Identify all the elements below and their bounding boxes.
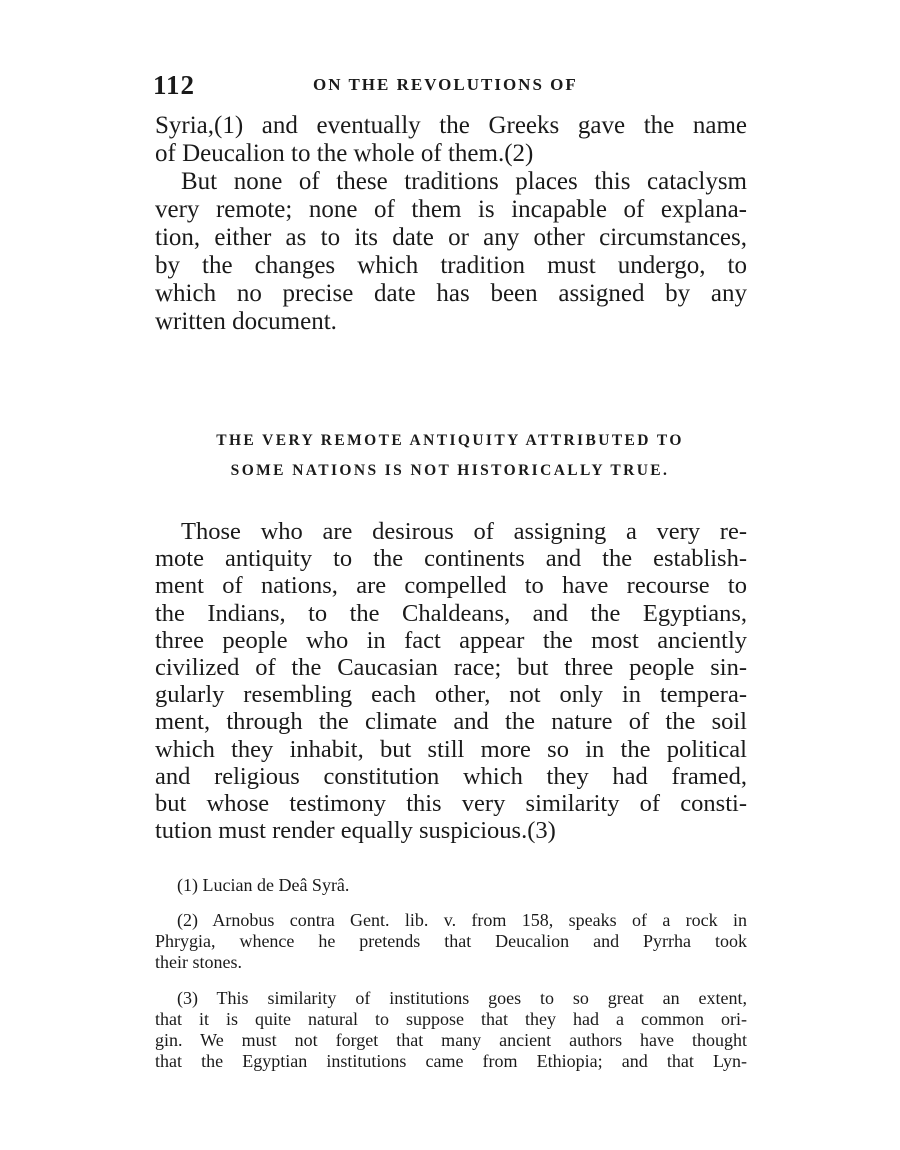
footnote-line: that it is quite natural to suppose that they had a common ori- [155,1009,747,1029]
text-line: three people who in fact appear the most anciently [155,626,747,654]
footnote-1 [155,875,747,896]
text-line: tution must render equally suspicious.(3) [155,817,556,845]
text-line: by the changes which tradition must undergo, to [155,252,747,279]
section-heading-line: THE VERY REMOTE ANTIQUITY ATTRIBUTED TO [216,432,684,449]
text-line: written document. [155,308,337,335]
paragraph-continuation [155,112,747,168]
text-line: tion, either as to its date or any other circumstances, [155,224,747,251]
footnote-line: (1) Lucian de Deâ Syrâ. [177,875,350,895]
text-line: mote antiquity to the continents and the establish- [155,545,747,573]
text-line: which no precise date has been assigned by any [155,280,747,307]
text-line: But none of these traditions places this cataclysm [181,168,747,195]
text-line: which they inhabit, but still more so in the political [155,735,747,763]
page-header [153,70,753,100]
section-heading [150,426,750,486]
text-line: Syria,(1) and eventually the Greeks gave the name [155,112,747,139]
text-line: and religious constitution which they had framed, [155,762,747,790]
text-line: very remote; none of them is incapable of explana- [155,196,747,223]
section-heading-line: SOME NATIONS IS NOT HISTORICALLY TRUE. [230,462,670,479]
text-line: but whose testimony this very similarity of consti- [155,790,747,818]
footnote-line: (2) Arnobus contra Gent. lib. v. from 158, speaks of a rock in [177,910,747,930]
text-line: the Indians, to the Chaldeans, and the Egyptians, [155,599,747,627]
footnote-2 [155,910,747,973]
footnote-line: their stones. [155,952,242,972]
page-number: 112 [153,70,196,100]
footnote-line: gin. We must not forget that many ancient authors have thought [155,1030,747,1050]
text-line: Those who are desirous of assigning a very re- [181,518,747,545]
running-head: ON THE REVOLUTIONS OF [313,75,578,94]
footnote-line: that the Egyptian institutions came from Ethiopia; and that Lyn- [155,1051,747,1071]
text-line: gularly resembling each other, not only in tempera- [155,681,747,709]
paragraph-antiquity [155,518,747,844]
footnote-line: (3) This similarity of institutions goes to so great an extent, [177,988,747,1008]
footnote-line: Phrygia, whence he pretends that Deucalion and Pyrrha took [155,931,747,951]
text-line: of Deucalion to the whole of them.(2) [155,140,534,167]
text-line: ment of nations, are compelled to have recourse to [155,572,747,600]
paragraph-cataclysm [155,168,747,336]
text-line: ment, through the climate and the nature of the soil [155,708,747,736]
footnote-3 [155,988,747,1072]
text-line: civilized of the Caucasian race; but three people sin- [155,654,747,682]
